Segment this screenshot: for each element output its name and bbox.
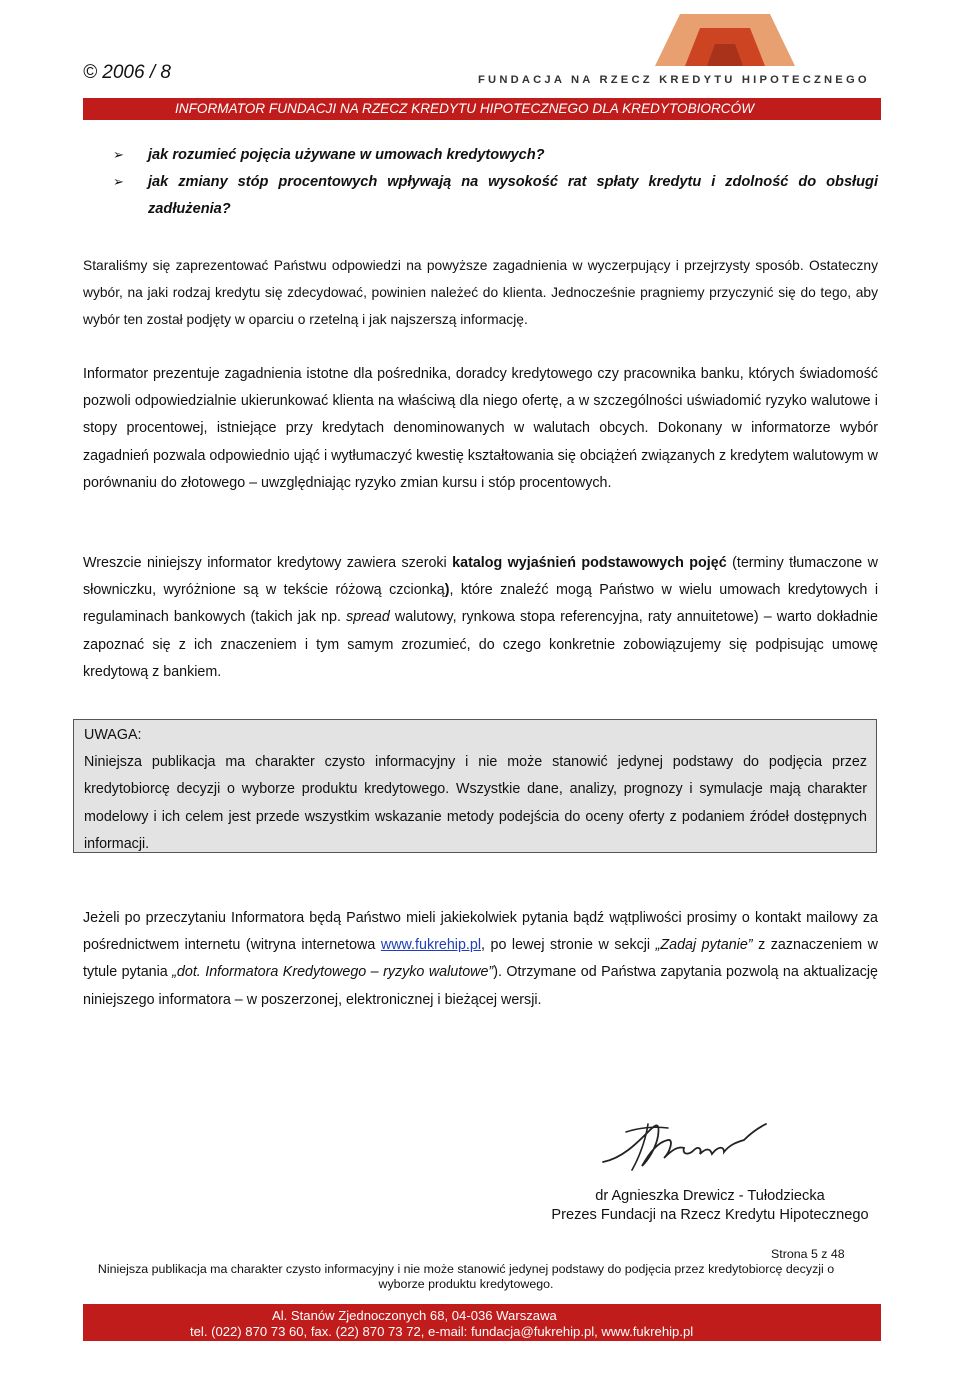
footer-disclaimer-line: Niniejsza publikacja ma charakter czysto informacyjny i nie może stanowić jedynej podstawy do podjęcia przez kredytobiorcę decyzji o [97, 1262, 835, 1276]
footer-disclaimer-line: wyborze produktu kredytowego. [378, 1277, 554, 1291]
contact-paragraph-text [83, 905, 878, 1014]
scope-paragraph [83, 361, 878, 497]
glossary-paragraph-text [83, 550, 878, 686]
header-band-title: INFORMATOR FUNDACJI NA RZECZ KREDYTU HIPOTECZNEGO DLA KREDYTOBIORCÓW [175, 101, 755, 116]
question-list [83, 142, 878, 223]
warning-box [73, 719, 877, 853]
section-name: „Zadaj pytanie” [655, 937, 753, 954]
footer-band [83, 1304, 881, 1341]
list-item: ➢ jak rozumieć pojęcia używane w umowach kredytowych? [83, 142, 878, 169]
footer-address: Al. Stanów Zjednoczonych 68, 04-036 Warszawa [272, 1308, 557, 1323]
text-span: , które znaleźć mogą Państwo w wielu umowach kredytowych i regulaminach bankowych (takich jak np. [83, 582, 878, 626]
footer-disclaimer [83, 1262, 849, 1292]
scope-paragraph-text: Informator prezentuje zagadnienia istotne dla pośrednika, doradcy kredytowego czy pracownika banku, których świadomość pozwoli odpowiedzialnie ukierunkować klienta na właściwą dla niego ofertę, a w szczególności uświadomić ryzyko walutowe i stopy procentowej, istniejące przy kredytach denominowanych w walutach obcych. Dokonany w informatorze wybór zagadnień pozwala odpowiednio ująć i wytłumaczyć kwestię kształtowania się obciążeń związanych z kredytem walutowym w porównaniu do złotowego – uwzględniając ryzyko zmian kursu i stóp procentowych. [83, 366, 878, 491]
edition-label: © 2006 / 8 [83, 62, 171, 83]
text-span: walutowy, rynkowa stopa referencyjna, raty annuitetowe) – warto dokładnie zapoznać się z ich znaczeniem i tym samym zrozumieć, do czego konkretnie zobowiązujemy się podpisując umowę kredytową z bankiem. [83, 609, 878, 680]
signatory [500, 1187, 920, 1225]
page-number: Strona 5 z 48 [771, 1247, 845, 1261]
handwritten-signature [598, 1112, 773, 1180]
text-span: (terminy tłumaczone w słowniczku, wyróżnione są w tekście różową czcionką [83, 555, 878, 599]
intro-paragraph-text: Staraliśmy się zaprezentować Państwu odpowiedzi na powyższe zagadnienia w wyczerpujący i przejrzysty sposób. Ostateczny wybór, na jaki rodzaj kredytu się zdecydować, powinien należeć do klienta. Jednocześnie pragniemy przyczynić się do tego, aby wybór ten został podjęty w oparciu o rzetelną i jak najszerszą informację. [83, 258, 878, 328]
question-title: „dot. Informatora Kredytowego – ryzyko walutowe” [172, 964, 494, 981]
header-band [83, 98, 881, 120]
footer-contact: tel. (022) 870 73 60, fax. (22) 870 73 72, e-mail: fundacja@fukrehip.pl, www.fukrehip.pl [190, 1324, 694, 1339]
text-span: Jeżeli po przeczytaniu Informatora będą Państwo mieli jakiekolwiek pytania bądź wątpliwości prosimy o kontakt mailowy za pośrednictwem internetu (witryna internetowa [83, 910, 878, 954]
website-link[interactable]: www.fukrehip.pl [380, 937, 481, 954]
text-span: , po lewej stronie w sekcji [481, 937, 656, 954]
glossary-highlight: katalog wyjaśnień podstawowych pojęć [452, 555, 727, 571]
text-span: z zaznaczeniem w tytule pytania [83, 937, 878, 981]
signatory-role: Prezes Fundacji na Rzecz Kredytu Hipotecznego [551, 1207, 869, 1223]
intro-paragraph [83, 252, 878, 334]
warning-text: Niniejsza publikacja ma charakter czysto informacyjny i nie może stanowić jedynej podstawy do podjęcia przez kredytobiorcę decyzji o wyborze produktu kredytowego. Wszystkie dane, analizy, prognozy i symulacje mają charakter modelowy i ich celem jest przede wszystkim wskazanie metody podejścia do oceny oferty z podaniem źródeł dostępnych informacji. [84, 754, 867, 852]
term-spread: spread [346, 609, 390, 626]
signatory-name: dr Agnieszka Drewicz - Tułodziecka [595, 1188, 825, 1204]
foundation-name: FUNDACJA NA RZECZ KREDYTU HIPOTECZNEGO [478, 74, 870, 86]
list-item: ➢ jak zmiany stóp procentowych wpływają na wysokość rat spłaty kredytu i zdolność do obsługi zadłużenia? [83, 169, 878, 223]
warning-title: UWAGA: [84, 727, 142, 743]
contact-paragraph [83, 905, 878, 1014]
glossary-paragraph [83, 550, 878, 686]
text-span: ). Otrzymane od Państwa zapytania pozwolą na aktualizację niniejszego informatora – w poszerzonej, elektronicznej i bieżącej wersji. [83, 964, 878, 1008]
text-span: ) [444, 582, 450, 599]
text-span: Wreszcie niniejszy informator kredytowy zawiera szeroki [83, 555, 453, 571]
foundation-logo [595, 8, 850, 70]
